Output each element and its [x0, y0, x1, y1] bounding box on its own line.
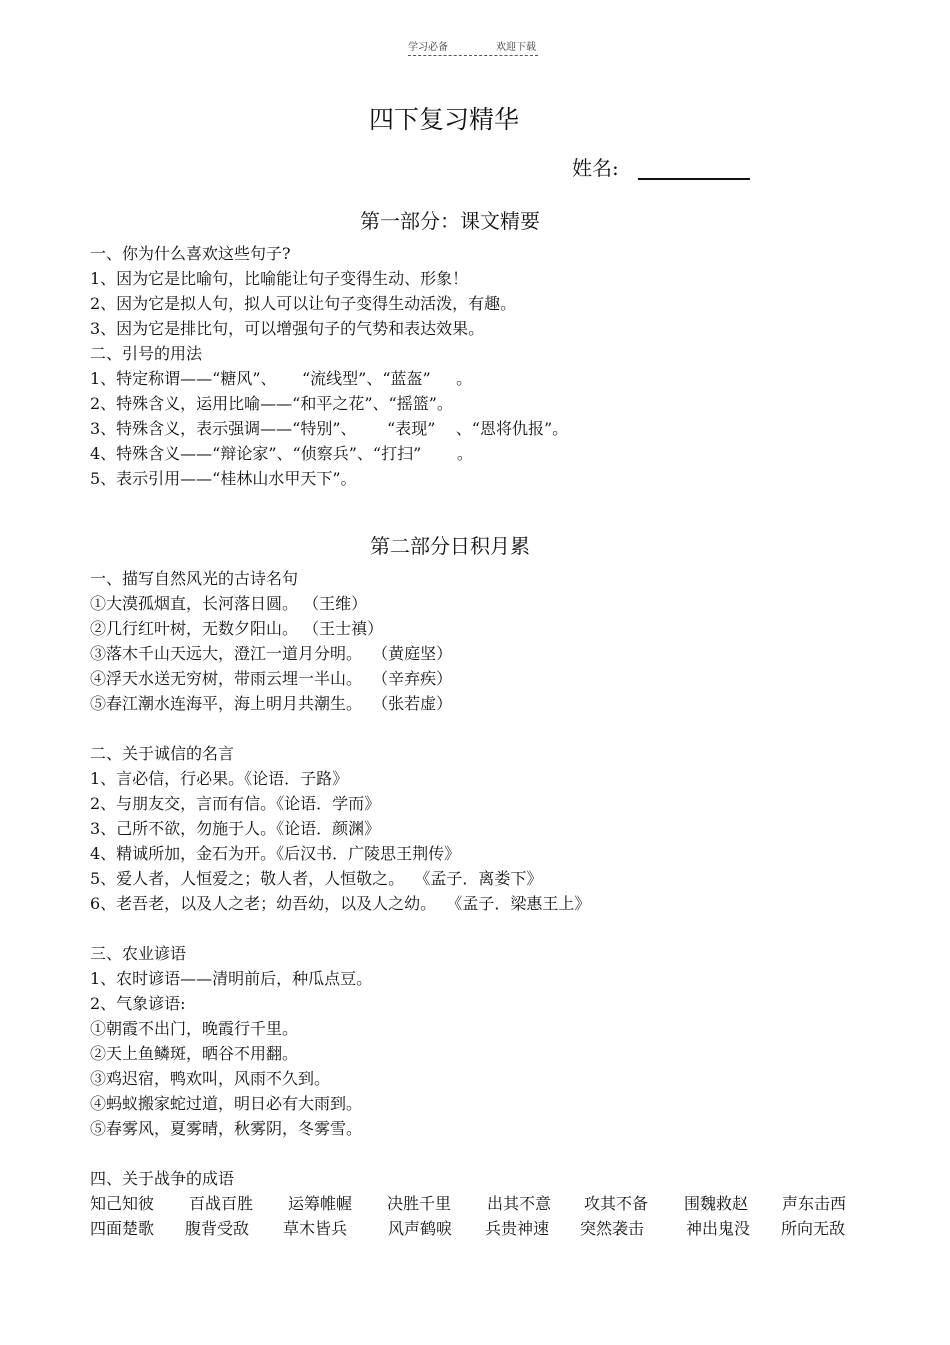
- text-line: 4、特殊含义——“辩论家”、“侦察兵”、“打扫” 。: [90, 444, 473, 463]
- text-line: 3、特殊含义，表示强调——“特别”、 “表现” 、“恩将仇报”。: [90, 419, 569, 438]
- idiom: 突然袭击: [580, 1219, 645, 1238]
- text-line: ②天上鱼鳞斑，晒谷不用翻。: [90, 1044, 299, 1063]
- idiom: 四面楚歌: [90, 1219, 155, 1238]
- header-right-text: 欢迎下载: [496, 42, 536, 53]
- idiom: 风声鹤唳: [388, 1219, 453, 1238]
- idiom: 出其不意: [487, 1194, 552, 1213]
- text-line: 2、因为它是拟人句，拟人可以让句子变得生动活泼，有趣。: [90, 294, 517, 313]
- page-title: 四下复习精华: [368, 105, 519, 134]
- idiom: 攻其不备: [584, 1194, 649, 1213]
- text-line: 2、气象谚语:: [90, 994, 186, 1013]
- header-left-text: 学习必备: [408, 42, 448, 53]
- idiom: 百战百胜: [189, 1194, 254, 1213]
- text-line: 1、因为它是比喻句，比喻能让句子变得生动、形象！: [90, 269, 469, 288]
- text-line: ⑤春江潮水连海平，海上明月共潮生。 （张若虚）: [90, 694, 453, 713]
- text-line: 1、言必信，行必果。《论语．子路》: [90, 769, 349, 788]
- idiom: 决胜千里: [387, 1194, 452, 1213]
- text-line: 4、精诚所加，金石为开。《后汉书．广陵思王荆传》: [90, 844, 461, 863]
- text-line: 3、因为它是排比句，可以增强句子的气势和表达效果。: [90, 319, 485, 338]
- part1-heading: 第一部分：课文精要: [360, 209, 540, 233]
- idiom: 声东击西: [782, 1194, 847, 1213]
- idiom: 兵贵神速: [485, 1219, 550, 1238]
- idiom: 知己知彼: [90, 1194, 155, 1213]
- idiom: 围魏救赵: [684, 1194, 749, 1213]
- text-line: 1、农时谚语——清明前后，种瓜点豆。: [90, 969, 373, 988]
- text-line: ④蚂蚁搬家蛇过道，明日必有大雨到。: [90, 1094, 363, 1113]
- header-rule: [408, 55, 538, 56]
- text-line: 一、你为什么喜欢这些句子?: [90, 244, 291, 263]
- name-label: 姓名:: [572, 156, 619, 180]
- text-line: 二、引号的用法: [90, 344, 203, 363]
- text-line: ④浮天水送无穷树，带雨云埋一半山。 （辛弃疾）: [90, 669, 453, 688]
- idiom: 腹背受敌: [185, 1219, 250, 1238]
- idiom: 所向无敌: [781, 1219, 846, 1238]
- idiom: 运筹帷幄: [288, 1194, 353, 1213]
- name-blank-line: [638, 178, 750, 180]
- section-heading: 三、农业谚语: [90, 944, 187, 963]
- text-line: 5、表示引用——“桂林山水甲天下”。: [90, 469, 357, 488]
- section-heading: 一、描写自然风光的古诗名句: [90, 569, 299, 588]
- idiom: 神出鬼没: [686, 1219, 751, 1238]
- text-line: 5、爱人者，人恒爱之；敬人者，人恒敬之。 《孟子．离娄下》: [90, 869, 543, 888]
- text-line: ①朝霞不出门，晚霞行千里。: [90, 1019, 299, 1038]
- idiom: 草木皆兵: [283, 1219, 348, 1238]
- part2-heading: 第二部分日积月累: [370, 534, 530, 558]
- section-heading: 二、关于诚信的名言: [90, 744, 235, 763]
- text-line: ①大漠孤烟直，长河落日圆。 （王维）: [90, 594, 368, 613]
- text-line: 2、与朋友交，言而有信。《论语．学而》: [90, 794, 381, 813]
- text-line: ⑤春雾风，夏雾晴，秋雾阴，冬雾雪。: [90, 1119, 363, 1138]
- text-line: ③落木千山天远大，澄江一道月分明。 （黄庭坚）: [90, 644, 453, 663]
- text-line: 3、己所不欲，勿施于人。《论语．颜渊》: [90, 819, 381, 838]
- text-line: ②几行红叶树，无数夕阳山。 （王士禛）: [90, 619, 384, 638]
- text-line: 2、特殊含义，运用比喻——“和平之花”、“摇篮”。: [90, 394, 453, 413]
- text-line: 1、特定称谓——“糖风”、 “流线型”、“蓝盔” 。: [90, 369, 473, 388]
- text-line: 6、老吾老，以及人之老；幼吾幼，以及人之幼。 《孟子．梁惠王上》: [90, 894, 591, 913]
- text-line: ③鸡迟宿，鸭欢叫，风雨不久到。: [90, 1069, 331, 1088]
- section-heading: 四、关于战争的成语: [90, 1169, 235, 1188]
